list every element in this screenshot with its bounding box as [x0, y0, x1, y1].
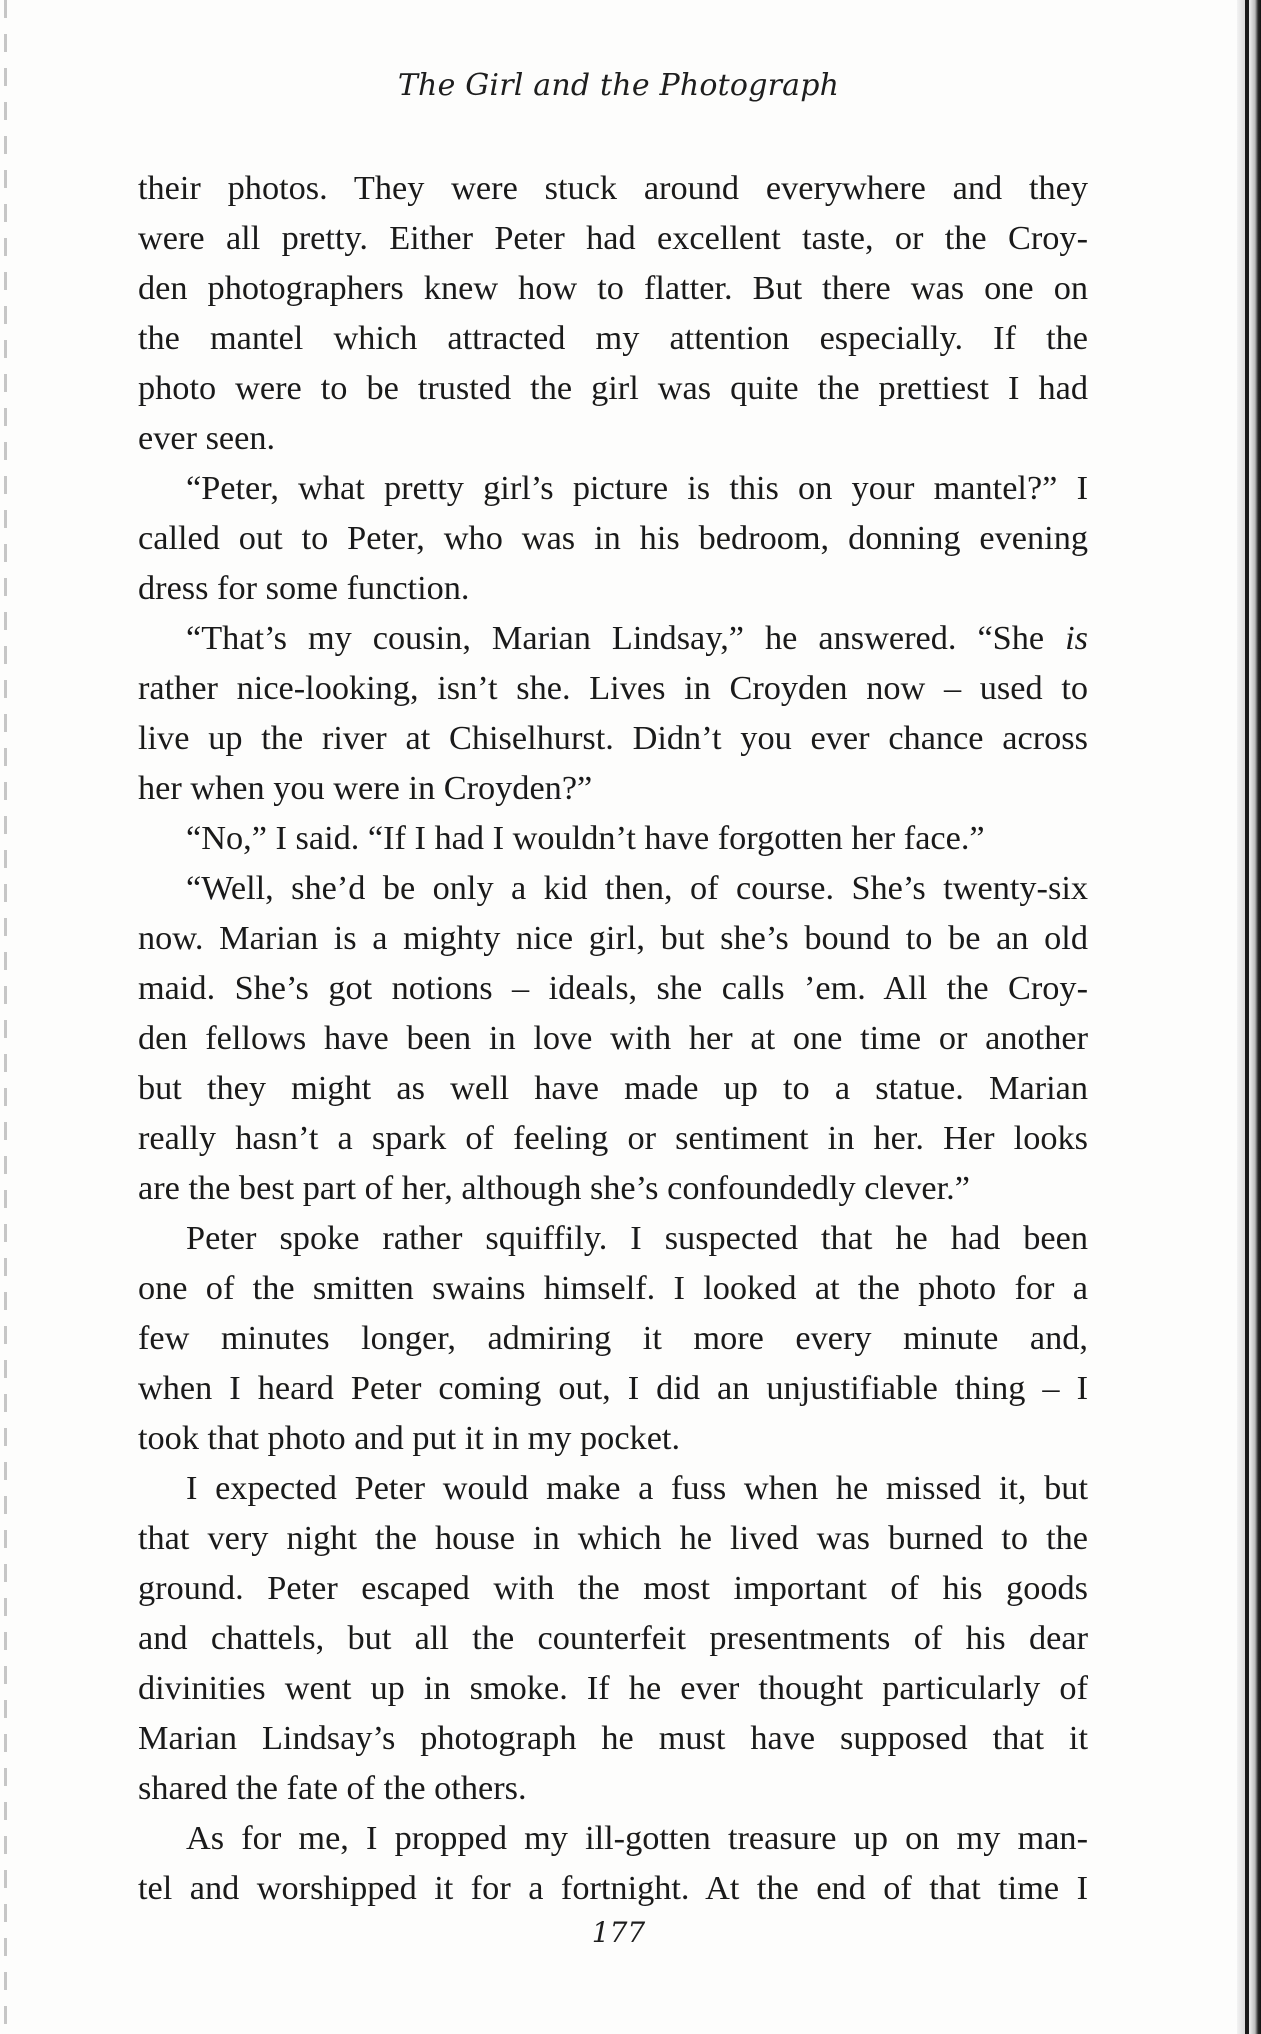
text-line: and chattels, but all the counterfeit presentments of his dear	[138, 1619, 1088, 1657]
body-text	[138, 163, 1088, 1913]
text-line: divinities went up in smoke. If he ever thought particularly of	[138, 1669, 1088, 1707]
text-line: took that photo and put it in my pocket.	[138, 1419, 681, 1457]
text-line: the mantel which attracted my attention especially. If the	[138, 319, 1088, 357]
text-line: live up the river at Chiselhurst. Didn’t you ever chance across	[138, 719, 1088, 757]
page-binding-shadow	[1237, 0, 1261, 2034]
text-line: “Peter, what pretty girl’s picture is this on your mantel?” I	[186, 469, 1088, 507]
page-gutter-edge	[4, 0, 7, 2034]
text-line: “Well, she’d be only a kid then, of course. She’s twenty-six	[186, 869, 1088, 907]
text-line: were all pretty. Either Peter had excellent taste, or the Croy-	[138, 219, 1088, 257]
text-line: few minutes longer, admiring it more every minute and,	[138, 1319, 1088, 1357]
text-line: really hasn’t a spark of feeling or sentiment in her. Her looks	[138, 1119, 1088, 1157]
page-number: 177	[591, 1916, 646, 1949]
text-line: ground. Peter escaped with the most important of his goods	[138, 1569, 1088, 1607]
text-line: her when you were in Croyden?”	[138, 769, 593, 807]
text-line: their photos. They were stuck around everywhere and they	[138, 169, 1088, 207]
text-line: rather nice-looking, isn’t she. Lives in Croyden now – used to	[138, 669, 1088, 707]
text-line: tel and worshipped it for a fortnight. At the end of that time I	[138, 1869, 1088, 1907]
page-binding-line	[1245, 0, 1249, 2034]
text-line: den photographers knew how to flatter. But there was one on	[138, 269, 1088, 307]
text-line: called out to Peter, who was in his bedroom, donning evening	[138, 519, 1088, 557]
text-line: As for me, I propped my ill-gotten treasure up on my man-	[186, 1819, 1088, 1857]
text-line: but they might as well have made up to a statue. Marian	[138, 1069, 1088, 1107]
text-line: maid. She’s got notions – ideals, she calls ’em. All the Croy-	[138, 969, 1088, 1007]
text-line: that very night the house in which he lived was burned to the	[138, 1519, 1088, 1557]
emphasis-word: is	[1065, 619, 1088, 657]
text-line: dress for some function.	[138, 569, 470, 607]
running-head: The Girl and the Photograph	[397, 68, 840, 103]
text-line: “That’s my cousin, Marian Lindsay,” he answered. “She is	[186, 619, 1088, 657]
text-line: “No,” I said. “If I had I wouldn’t have forgotten her face.”	[186, 819, 985, 857]
text-line: photo were to be trusted the girl was quite the prettiest I had	[138, 369, 1088, 407]
text-line: are the best part of her, although she’s confoundedly clever.”	[138, 1169, 970, 1207]
text-line: Peter spoke rather squiffily. I suspected that he had been	[186, 1219, 1088, 1257]
text-line: Marian Lindsay’s photograph he must have supposed that it	[138, 1719, 1088, 1757]
text-line: ever seen.	[138, 419, 276, 457]
text-line: when I heard Peter coming out, I did an unjustifiable thing – I	[138, 1369, 1088, 1407]
text-line: shared the fate of the others.	[138, 1769, 527, 1807]
text-line: one of the smitten swains himself. I looked at the photo for a	[138, 1269, 1088, 1307]
text-line: now. Marian is a mighty nice girl, but she’s bound to be an old	[138, 919, 1088, 957]
text-line: I expected Peter would make a fuss when he missed it, but	[186, 1469, 1088, 1507]
text-line: den fellows have been in love with her at one time or another	[138, 1019, 1088, 1057]
